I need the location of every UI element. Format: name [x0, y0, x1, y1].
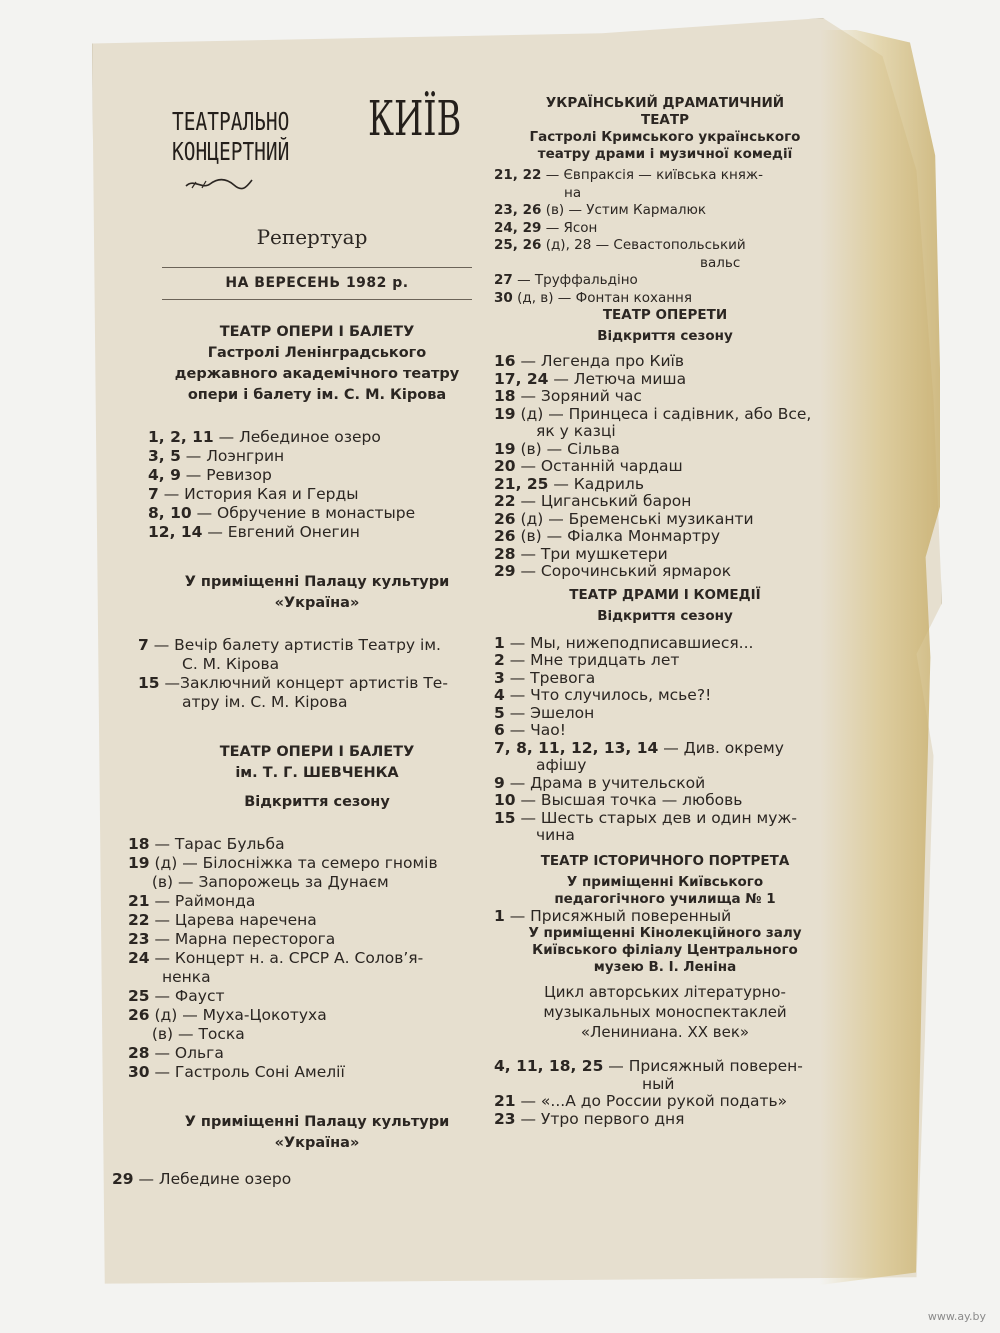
performance-item: 4, 11, 18, 25 — Присяжный поверен- — [494, 1057, 803, 1075]
section-subheading: Гастролі Ленінградського — [207, 345, 427, 361]
section-subheading: Гастролі Кримського українського — [529, 129, 801, 145]
performance-item: 9 — Драма в учительской — [494, 773, 706, 792]
section-palace-ukraine-1 — [112, 572, 472, 712]
performance-item: 24, 29 — Ясон — [494, 219, 598, 236]
performance-item: 24 — Концерт н. а. СРСР А. Солов’я- — [128, 949, 424, 967]
performance-item: 4 — Что случилось, мсье?! — [494, 686, 712, 704]
performance-item: 19 (д) — Принцеса і садівник, або Все, — [494, 404, 812, 423]
divider-top — [162, 267, 472, 268]
logo-line-2: КОНЦЕРТНИЙ — [172, 137, 290, 166]
performance-item-cont: на — [564, 184, 582, 201]
performance-item: 21, 25 — Кадриль — [494, 474, 644, 493]
section-heading: УКРАЇНСЬКИЙ ДРАМАТИЧНИЙ — [545, 95, 785, 111]
performance-item: (в) — Тоска — [142, 1025, 245, 1043]
performance-item: 25, 26 (д), 28 — Севастопольський — [494, 237, 746, 253]
performance-item: 15 —Заключний концерт артистів Те- — [138, 674, 448, 692]
repertoire-title: Репертуар — [256, 225, 368, 249]
performance-item: 10 — Высшая точка — любовь — [494, 791, 743, 809]
section-subheading: державного академічного театру — [174, 366, 460, 382]
performance-item: 19 (д) — Білосніжка та семеро гномів — [128, 854, 438, 872]
section-subheading: Київського філіалу Центрального — [532, 942, 798, 958]
section-heading: ТЕАТР — [641, 112, 689, 128]
cycle-note: Цикл авторських літературно- — [544, 983, 786, 1001]
cycle-note: «Лениниана. XX век» — [580, 1023, 750, 1041]
performance-item: 28 — Ольга — [128, 1044, 224, 1062]
logo-city: КИЇВ — [368, 91, 462, 147]
performance-item: 7 — Вечір балету артистів Театру ім. — [138, 636, 441, 654]
section-subheading: У приміщенні Київського — [566, 873, 764, 890]
performance-item: 29 — Лебедине озеро — [112, 1170, 292, 1188]
performance-item: 6 — Чао! — [494, 721, 566, 739]
performance-item: 26 (д) — Бременські музиканти — [494, 509, 754, 528]
site-watermark: www.ay.by — [927, 1310, 986, 1323]
section-opera-shevchenko — [112, 742, 472, 1082]
performance-item-cont: афішу — [536, 756, 587, 774]
performance-item: 1, 2, 11 — Лебединое озеро — [148, 428, 381, 446]
performance-item: 26 (д) — Муха-Цокотуха — [128, 1006, 327, 1024]
performance-item-cont: чина — [536, 826, 575, 844]
section-subheading: педагогічного училища № 1 — [554, 890, 776, 907]
performance-item: 23, 26 (в) — Устим Кармалюк — [494, 202, 707, 218]
performance-item: 18 — Тарас Бульба — [128, 835, 285, 853]
performance-item: 7, 8, 11, 12, 13, 14 — Див. окрему — [494, 738, 784, 757]
performance-item: 21 — Раймонда — [128, 892, 256, 910]
section-subheading: ім. Т. Г. ШЕВЧЕНКА — [235, 765, 399, 781]
section-subheading: музею В. І. Леніна — [593, 959, 737, 975]
performance-item-cont: вальс — [700, 254, 741, 271]
performance-item: 12, 14 — Евгений Онегин — [148, 523, 360, 541]
divider-bottom — [162, 299, 472, 300]
performance-item-cont: С. М. Кірова — [182, 655, 280, 673]
performance-item: 15 — Шесть старых дев и один муж- — [494, 808, 797, 827]
season-opening: Відкриття сезону — [597, 607, 733, 624]
section-historical-portrait — [494, 853, 836, 1129]
performance-item: 7 — История Кая и Герды — [148, 485, 359, 503]
left-column — [112, 91, 472, 1189]
section-subheading: «Україна» — [274, 595, 360, 611]
performance-item: 28 — Три мушкетери — [494, 544, 668, 563]
performance-item-cont: як у казці — [536, 422, 616, 440]
section-subheading: опери і балету ім. С. М. Кірова — [187, 387, 447, 403]
section-subheading: У приміщенні Кінолекційного залу — [528, 925, 802, 941]
performance-item: 1 — Мы, нижеподписавшиеся... — [494, 633, 754, 652]
performance-item: 17, 24 — Летюча миша — [494, 369, 687, 388]
section-operetta — [494, 307, 836, 581]
performance-item: 4, 9 — Ревизор — [148, 466, 272, 484]
right-column — [494, 95, 836, 1128]
performance-item: 3, 5 — Лоэнгрин — [148, 447, 285, 465]
section-subheading: театру драми і музичної комедії — [537, 146, 793, 162]
season-opening: Відкриття сезону — [244, 794, 390, 810]
section-heading: ТЕАТР ОПЕРЕТИ — [602, 307, 728, 323]
performance-item: 3 — Тревога — [494, 668, 596, 687]
performance-item: 25 — Фауст — [128, 987, 225, 1005]
performance-item: 30 — Гастроль Соні Амелії — [128, 1063, 345, 1081]
performance-item-cont: ный — [642, 1074, 675, 1093]
performance-item: 22 — Царева наречена — [128, 911, 317, 929]
logo — [172, 91, 472, 190]
performance-item-cont: атру ім. С. М. Кірова — [182, 693, 348, 711]
performance-item: (в) — Запорожець за Дунаєм — [142, 873, 389, 891]
performance-item: 30 (д, в) — Фонтан кохання — [494, 289, 692, 306]
performance-item: 5 — Эшелон — [494, 703, 595, 722]
performance-item: 8, 10 — Обручение в монастыре — [148, 504, 416, 522]
section-heading: ТЕАТР ОПЕРИ І БАЛЕТУ — [219, 324, 415, 340]
performance-item: 18 — Зоряний час — [494, 387, 642, 405]
section-drama-ukrainian — [494, 95, 836, 307]
performance-item: 1 — Присяжный поверенный — [494, 906, 732, 925]
performance-item: 21 — «...А до России рукой подать» — [494, 1092, 788, 1110]
month-label: НА ВЕРЕСЕНЬ 1982 р. — [225, 275, 409, 291]
section-heading: У приміщенні Палацу культури — [184, 1114, 450, 1130]
performance-item: 27 — Труффальдіно — [494, 272, 638, 288]
performance-item: 29 — Сорочинський ярмарок — [494, 562, 732, 580]
logo-line-1: ТЕАТРАЛЬНО — [172, 107, 290, 136]
section-subheading: «Україна» — [274, 1135, 360, 1151]
performance-item: 20 — Останній чардаш — [494, 457, 683, 475]
performance-item-cont: ненка — [162, 968, 211, 986]
performance-item: 2 — Мне тридцать лет — [494, 651, 680, 669]
section-drama-comedy — [494, 587, 836, 845]
section-heading: У приміщенні Палацу культури — [184, 574, 450, 590]
performance-item: 22 — Циганський барон — [494, 492, 692, 510]
section-opera-leningrad — [112, 322, 472, 542]
section-heading: ТЕАТР ДРАМИ І КОМЕДІЇ — [569, 586, 761, 603]
performance-item: 26 (в) — Фіалка Монмартру — [494, 527, 720, 545]
cycle-note: музыкальных моноспектаклей — [543, 1003, 787, 1021]
section-palace-ukraine-2 — [112, 1112, 472, 1189]
logo-flourish-icon — [184, 176, 254, 192]
performance-item: 21, 22 — Євпраксія — київська княж- — [494, 167, 763, 183]
performance-item: 19 (в) — Сільва — [494, 439, 620, 458]
performance-item: 16 — Легенда про Київ — [494, 352, 684, 370]
performance-item: 23 — Утро первого дня — [494, 1109, 685, 1128]
performance-item: 23 — Марна пересторога — [128, 930, 336, 948]
section-heading: ТЕАТР ОПЕРИ І БАЛЕТУ — [219, 744, 415, 760]
section-heading: ТЕАТР ІСТОРИЧНОГО ПОРТРЕТА — [540, 852, 790, 869]
season-opening: Відкриття сезону — [597, 328, 733, 344]
